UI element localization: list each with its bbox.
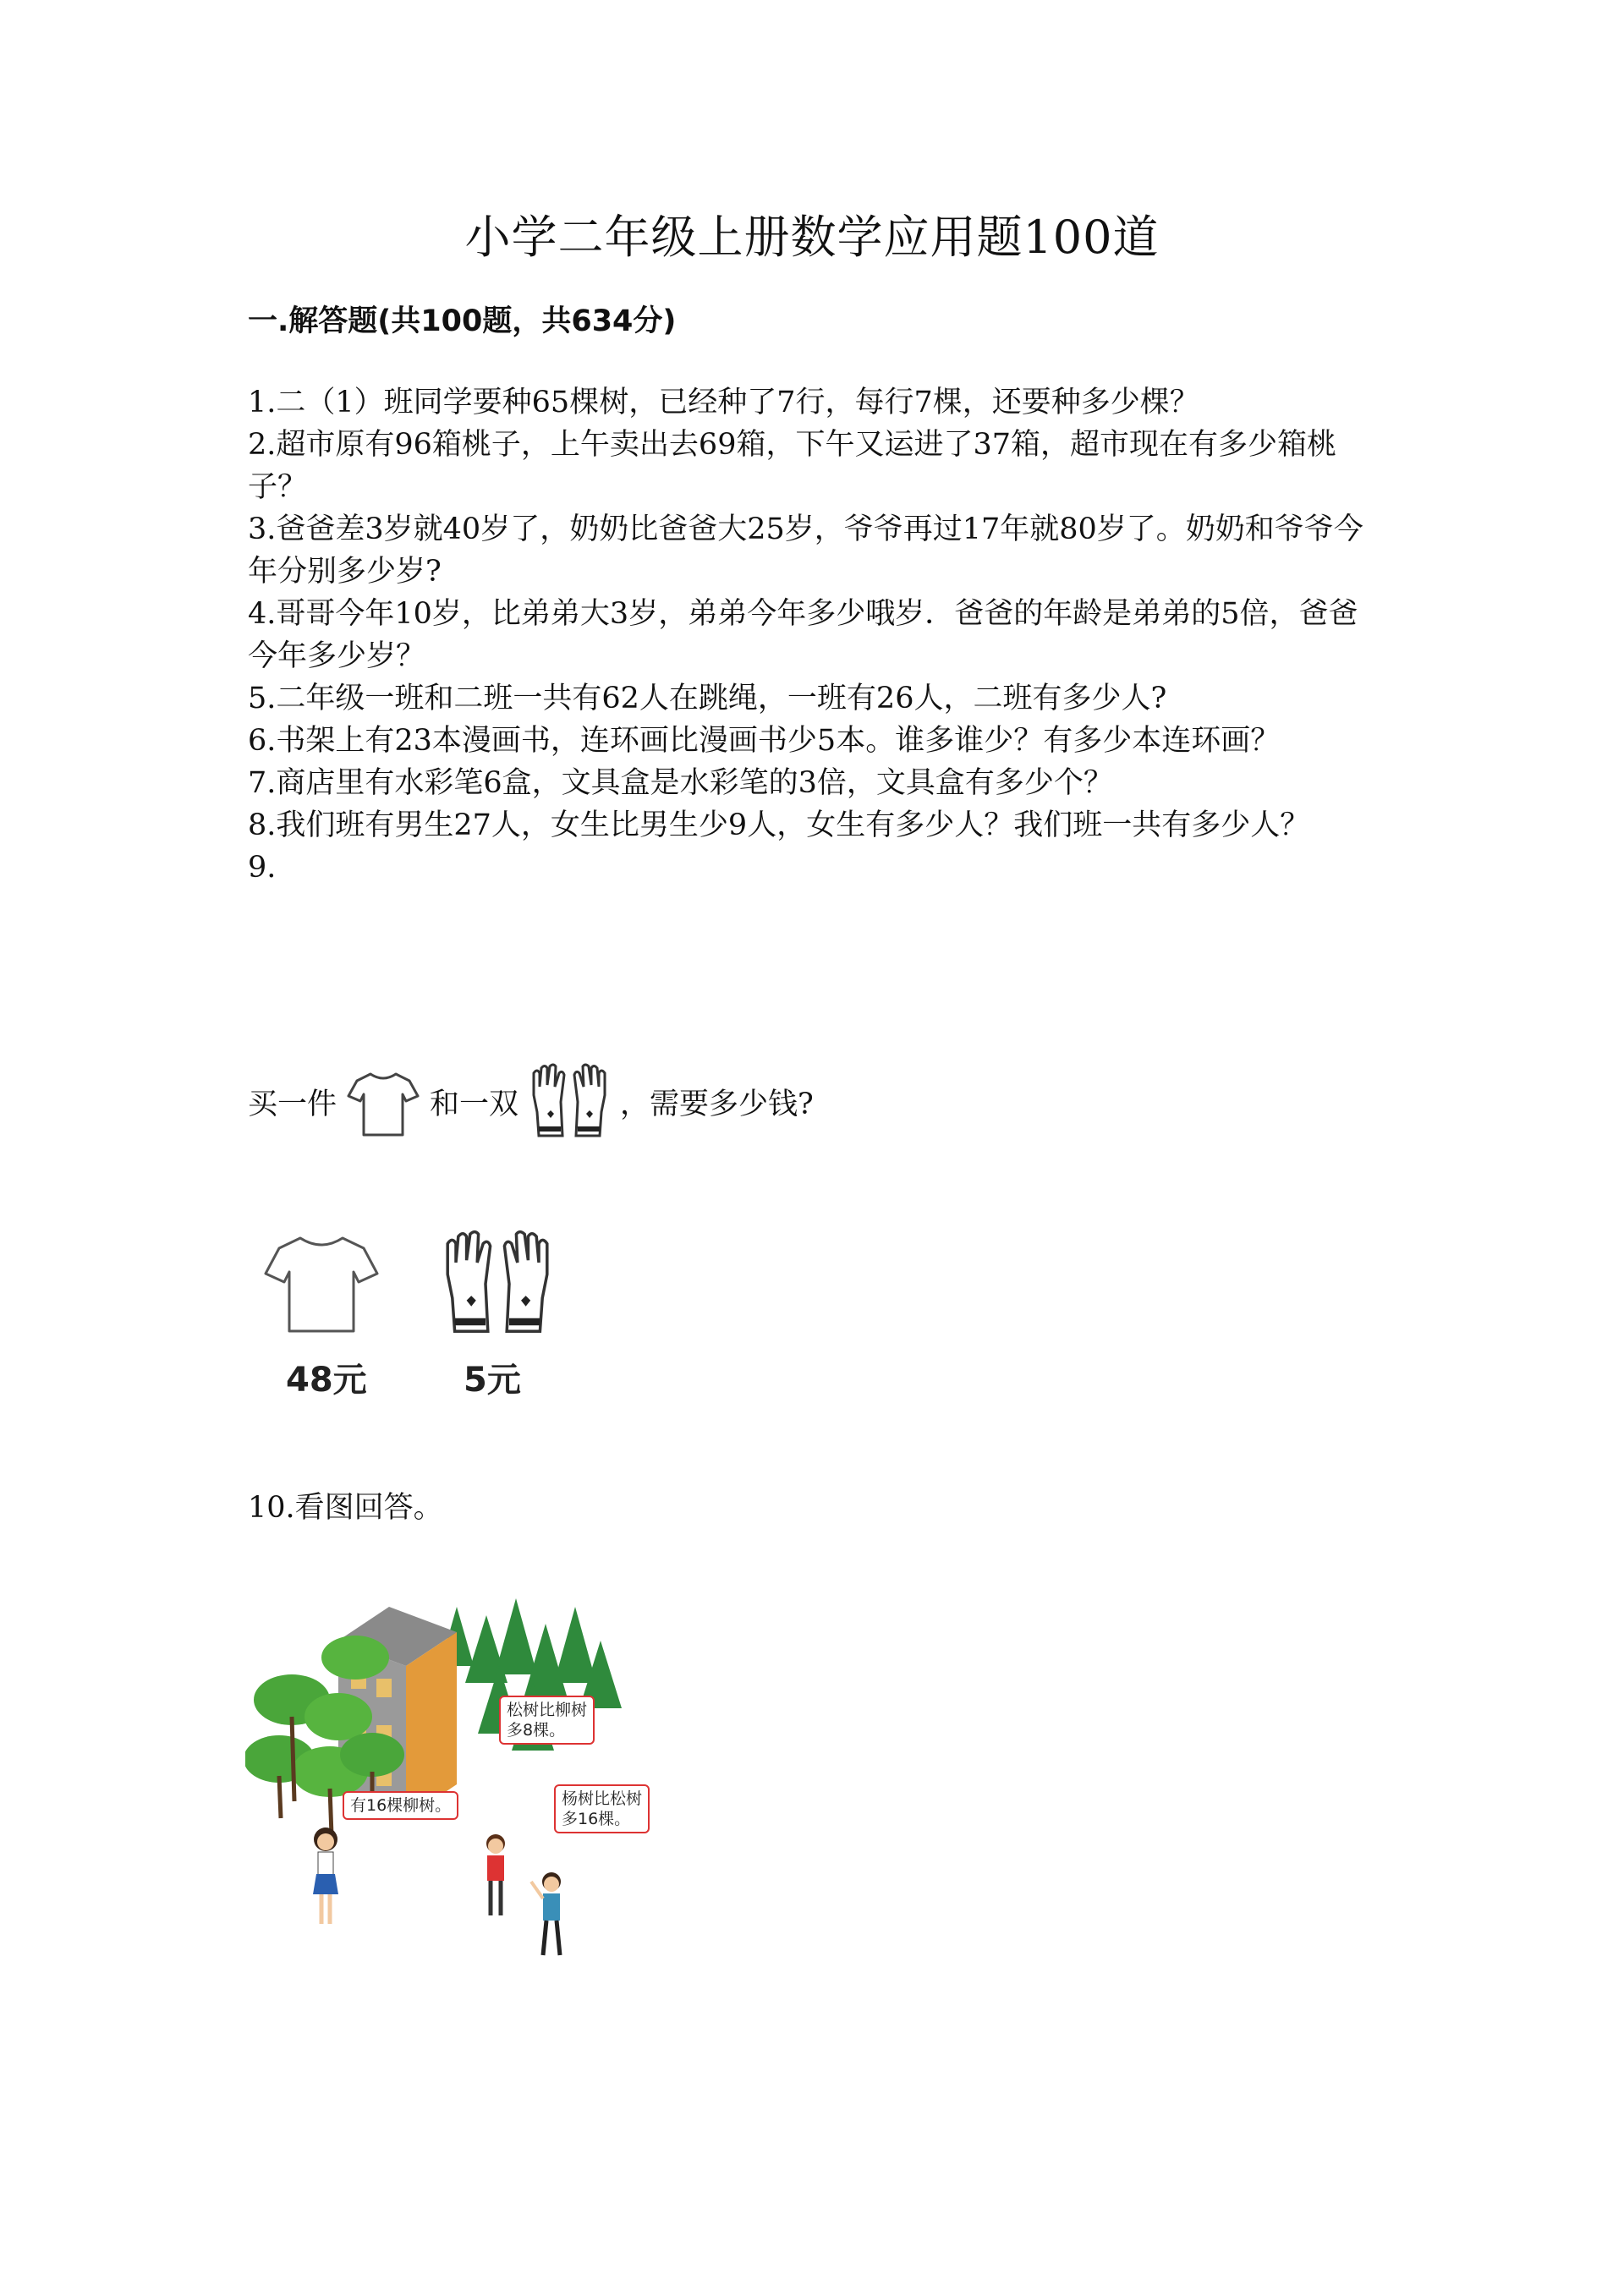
tshirt-icon	[345, 1064, 421, 1140]
question-3: 3.爸爸差3岁就40岁了，奶奶比爸爸大25岁，爷爷再过17年就80岁了。奶奶和爷爷今年分别多少岁?	[248, 512, 1363, 589]
bubble-willow	[343, 1791, 458, 1820]
bubble-poplar	[554, 1784, 650, 1833]
price-picture	[254, 1226, 592, 1412]
question-7: 7.商店里有水彩笔6盒，文具盒是水彩笔的3倍，文具盒有多少个？	[248, 766, 1113, 800]
bubble-willow-text: 有16棵柳树。	[350, 1796, 452, 1815]
bubble-pine-line2: 多8棵。	[507, 1721, 566, 1740]
scene-drawing	[245, 1590, 685, 1966]
page-title: 小学二年级上册数学应用题100道	[464, 211, 1160, 264]
shirt-price: 48元	[286, 1361, 367, 1400]
bubble-poplar-line1: 杨树比松树	[562, 1789, 643, 1808]
question-1: 1.二（1）班同学要种65棵树，已经种了7行，每行7棵，还要种多少棵？	[248, 386, 1199, 419]
question-10: 10.看图回答。	[248, 1491, 443, 1525]
q9-part1: 买一件	[248, 1087, 337, 1121]
section-heading: 一.解答题(共100题，共634分)	[248, 304, 677, 338]
gloves-price: 5元	[464, 1361, 521, 1400]
tshirt-icon	[262, 1226, 381, 1336]
q9-part3: ，需要多少钱?	[620, 1087, 814, 1121]
gloves-icon	[438, 1226, 557, 1340]
question-9-text	[248, 1061, 814, 1142]
question-5: 5.二年级一班和二班一共有62人在跳绳，一班有26人，二班有多少人?	[248, 682, 1167, 715]
bubble-pine	[499, 1696, 595, 1745]
question-8: 8.我们班有男生27人，女生比男生少9人，女生有多少人？我们班一共有多少人？	[248, 808, 1310, 842]
question-9: 9.	[248, 851, 277, 885]
bubble-pine-line1: 松树比柳树	[507, 1701, 588, 1719]
trees-scene-illustration	[245, 1590, 685, 1966]
question-list	[248, 381, 1385, 889]
question-2: 2.超市原有96箱桃子，上午卖出去69箱，下午又运进了37箱，超市现在有多少箱桃子？	[248, 428, 1337, 504]
q9-part2: 和一双	[430, 1087, 519, 1121]
bubble-poplar-line2: 多16棵。	[562, 1810, 631, 1828]
question-4: 4.哥哥今年10岁，比弟弟大3岁，弟弟今年多少哦岁．爸爸的年龄是弟弟的5倍，爸爸今年多少岁？	[248, 597, 1358, 673]
gloves-icon	[527, 1061, 612, 1142]
question-6: 6.书架上有23本漫画书，连环画比漫画书少5本。谁多谁少？有多少本连环画？	[248, 724, 1281, 758]
